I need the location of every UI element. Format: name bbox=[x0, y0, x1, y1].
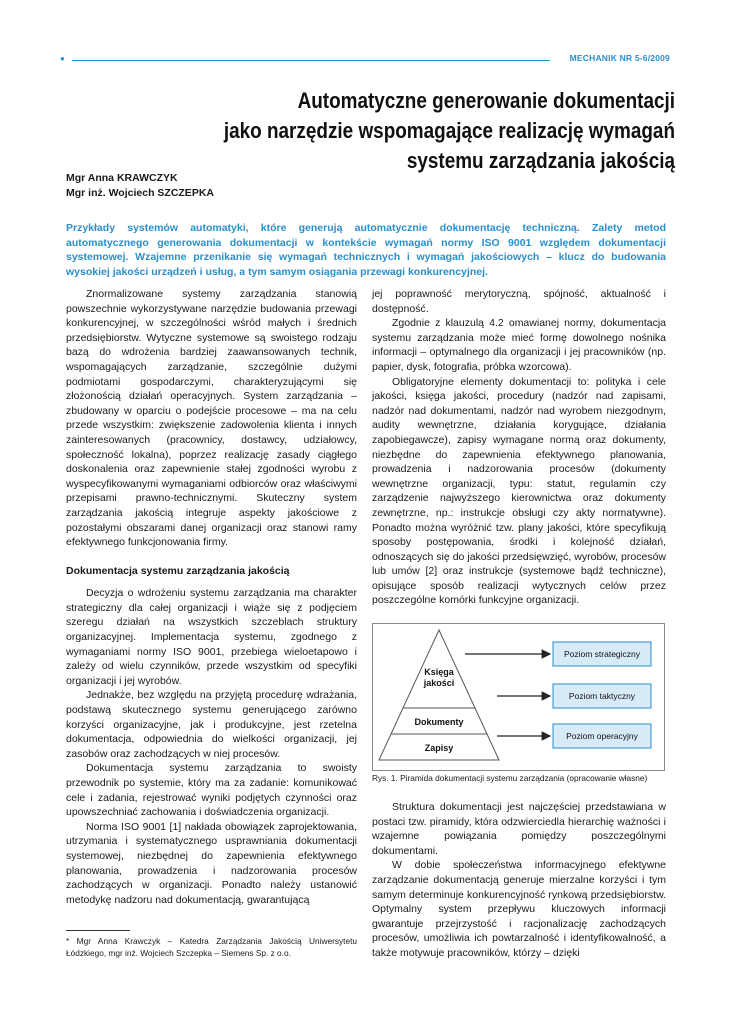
article-title bbox=[198, 86, 675, 176]
title-line-1: Automatyczne generowanie dokumentacji bbox=[297, 88, 675, 113]
footnote: * Mgr Anna Krawczyk – Katedra Zarządzania Jakością Uniwersytetu Łódzkiego, mgr inż. Wojciech Szczepka – Siemens Sp. z o.o. bbox=[66, 936, 357, 958]
title-line-3: systemu zarządzania jakością bbox=[406, 148, 675, 173]
pyramid-label-bottom: Zapisy bbox=[424, 743, 454, 753]
pyramid-label-middle: Dokumenty bbox=[414, 717, 464, 727]
pyramid-outline bbox=[379, 630, 499, 760]
paragraph: Struktura dokumentacji jest najczęściej przedstawiana w postaci tzw. piramidy, która odzwierciedla hierarchię ważności i wzajemne powiązania pomiędzy poszczególnymi dokumentami. bbox=[372, 801, 666, 857]
section-heading: Dokumentacja systemu zarządzania jakością bbox=[66, 564, 290, 577]
right-column bbox=[372, 287, 666, 608]
footnote-rule bbox=[66, 930, 130, 931]
paragraph: Zgodnie z klauzulą 4.2 omawianej normy, dokumentacja systemu zarządzania może mieć formę dowolnego nośnika informacji – optymalnego dla organizacji i jej pracowników (np. papier, dysk, fotografia, próbka wzorcowa). bbox=[372, 317, 666, 373]
level-label-operational: Poziom operacyjny bbox=[566, 731, 638, 741]
author-2: Mgr inż. Wojciech SZCZEPKA bbox=[66, 187, 214, 199]
paragraph: Dokumentacja systemu zarządzania to swoisty przewodnik po systemie, który ma za zadanie: komunikować cele i zadania, rejestrować wyniki podjętych czynności oraz upowszechniać zachowania i doświadczenia organizacji. bbox=[66, 762, 357, 819]
title-line-2: jako narzędzie wspomagające realizację wymagań bbox=[223, 118, 675, 143]
header-rule bbox=[72, 60, 550, 61]
author-1: Mgr Anna KRAWCZYK bbox=[66, 172, 178, 184]
figure-caption: Rys. 1. Piramida dokumentacji systemu zarządzania (opracowanie własne) bbox=[372, 773, 648, 783]
paragraph: Jednakże, bez względu na przyjętą procedurę wdrażania, podstawą skutecznego systemu generującego zarówno korzyści organizacyjne, jak i produkcyjne, jest rzetelna dokumentacja, odpowiednia do wielkości organizacji, jej zasobów oraz zachodzących w niej procesów. bbox=[66, 689, 357, 760]
authors bbox=[66, 171, 214, 201]
level-label-tactical: Poziom taktyczny bbox=[568, 691, 636, 701]
right-column-continued bbox=[372, 800, 666, 961]
pyramid-label-top-1: Księga bbox=[424, 667, 454, 677]
paragraph: Norma ISO 9001 [1] nakłada obowiązek zaprojektowania, utrzymania i systematycznego usprawniania dokumentacji systemowej, niezbędnej do zapewnienia efektywnego planowania, prowadzenia i nadzorowania procesów zachodzących w organizacji. Ponadto należy ustanowić metodykę nadzoru nad dokumentacją, gwarantującą bbox=[66, 820, 357, 906]
level-label-strategic: Poziom strategiczny bbox=[563, 649, 641, 659]
paragraph: Obligatoryjne elementy dokumentacji to: polityka i cele jakości, księga jakości, procedury (nadzór nad zapisami, nadzór nad dokumentami, nadzór nad wyrobem niezgodnym, audity wewnętrzne, działania korygujące, działania zapobiegawcze), zapisy wymagane normą oraz dokumenty, niezbędne do zapewnienia efektywnego planowania, prowadzenia i nadzorowania procesów (dokumenty wewnętrzne organizacji, typu: statut, regulamin czy zarządzenie najwyższego kierownictwa oraz dokumenty zewnętrzne, np.: instrukcje obsługi czy akty normatywne). Ponadto można wyróżnić tzw. plany jakości, które specyfikują sposoby postępowania, środki i kolejność działań, odnoszących się do jakości przedsięwzięć, wyrobów, procesów lub umów [2] oraz instrukcje (systemowe bądź techniczne), opisujące sposób realizacji wytycznych celów przez poszczególne komórki funkcyjne organizacji. bbox=[372, 375, 666, 607]
journal-issue: MECHANIK NR 5-6/2009 bbox=[569, 53, 670, 63]
pyramid-diagram bbox=[373, 624, 664, 770]
figure-pyramid bbox=[372, 623, 665, 771]
abstract-lead: Przykłady systemów automatyki, które generują automatycznie dokumentację techniczną. Zalety metod automatycznego generowania dokumentacji w kontekście wymagań normy ISO 9001 względem dokumentacji systemowej. Wzajemne przenikanie się wymagań technicznych i wymagań jakościowych – klucz do budowania wysokiej jakości urządzeń i usług, a tym samym osiągania przewagi konkurencyjnej. bbox=[66, 222, 666, 278]
pyramid-label-top-2: jakości bbox=[423, 678, 455, 688]
running-header bbox=[60, 52, 680, 66]
left-column bbox=[66, 287, 357, 907]
paragraph: Decyzja o wdrożeniu systemu zarządzania ma charakter strategiczny dla całej organizacji i wiąże się z podjęciem szeregu działań na wszystkich szczeblach struktury organizacyjnej. Implementacja systemu, zgodnego z wymaganiami normy ISO 9001, przebiega wieloetapowo i zależy od wielu czynników, przede wszystkim od specyfiki organizacji i jej wyrobów. bbox=[66, 587, 357, 687]
paragraph: Znormalizowane systemy zarządzania stanowią powszechnie wykorzystywane narzędzie budowania przewagi konkurencyjnej, w szczególności wśród małych i średnich przedsiębiorstw. Wytyczne systemowe są swoistego rodzaju bazą do wdrożenia bardziej zaawansowanych technik, wspomagających zarządzanie, szczególnie dużymi podmiotami gospodarczymi, charakteryzującymi się złożonością działań operacyjnych. System zarządzania – zbudowany w oparciu o podejście procesowe – ma na celu przede wszystkim: zwiększenie zadowolenia klienta i innych zainteresowanych (pracownicy, dostawcy, udziałowcy, społeczność lokalna), poprzez realizację zasady ciągłego doskonalenia oraz zapewnienie stałej zgodności wyrobu z wyspecyfikowanymi wymaganiami odbiorców oraz właściwymi przepisami prawno-technicznymi. Skuteczny system zarządzania jakością integruje aspekty jakościowe z pozostałymi obszarami danej organizacji oraz stanowi ramy efektywnego funkcjonowania firmy. bbox=[66, 288, 357, 549]
paragraph: jej poprawność merytoryczną, spójność, aktualność i dostępność. bbox=[372, 288, 666, 315]
header-bullet-icon: ● bbox=[60, 54, 65, 63]
paragraph: W dobie społeczeństwa informacyjnego efektywne zarządzanie dokumentacją generuje mierzalne korzyści i tym samym determinuje konkurencyjność rynkową przedsiębiorstw. Optymalny system przepływu kluczowych informacji gwarantuje przejrzystość i racjonalizację zachodzących procesów, umożliwia ich powtarzalność i identyfikowalność, a także motywuje pracowników, którzy – dzięki bbox=[372, 859, 666, 959]
